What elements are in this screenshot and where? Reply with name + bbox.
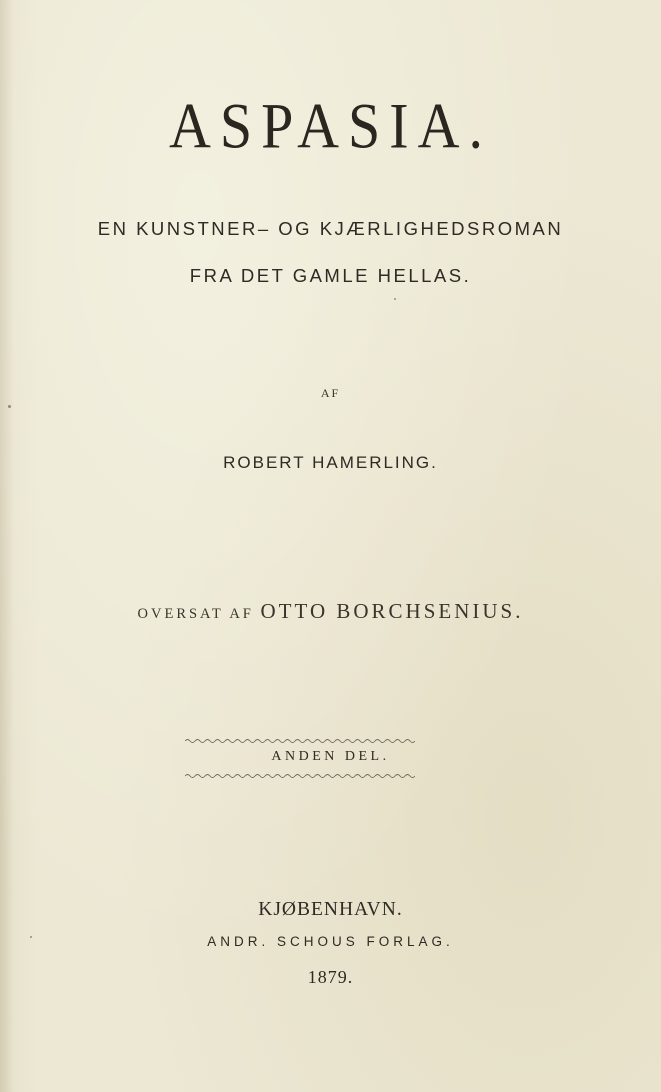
author-name: ROBERT HAMERLING.: [223, 453, 438, 472]
paper-speck: [8, 405, 11, 408]
translator-name: OTTO BORCHSENIUS.: [260, 599, 524, 623]
translator-prefix: OVERSAT AF: [137, 606, 254, 622]
imprint-publisher: ANDR. SCHOUS FORLAG.: [207, 934, 454, 949]
imprint-city: KJØBENHAVN.: [258, 899, 403, 920]
paper-speck: [394, 298, 396, 300]
paper-speck: [30, 936, 32, 938]
by-label: AF: [320, 386, 341, 400]
wavy-rule-top: [185, 737, 415, 745]
book-title: ASPASIA.: [169, 89, 492, 162]
part-label: ANDEN DEL.: [271, 749, 390, 764]
subtitle-line-1: EN KUNSTNER– OG KJÆRLIGHEDSROMAN: [97, 218, 564, 239]
wavy-rule-bottom: [185, 772, 415, 780]
subtitle-line-2: FRA DET GAMLE HELLAS.: [189, 265, 472, 286]
translator-credit: [0, 599, 661, 624]
imprint-year: 1879.: [307, 967, 354, 987]
